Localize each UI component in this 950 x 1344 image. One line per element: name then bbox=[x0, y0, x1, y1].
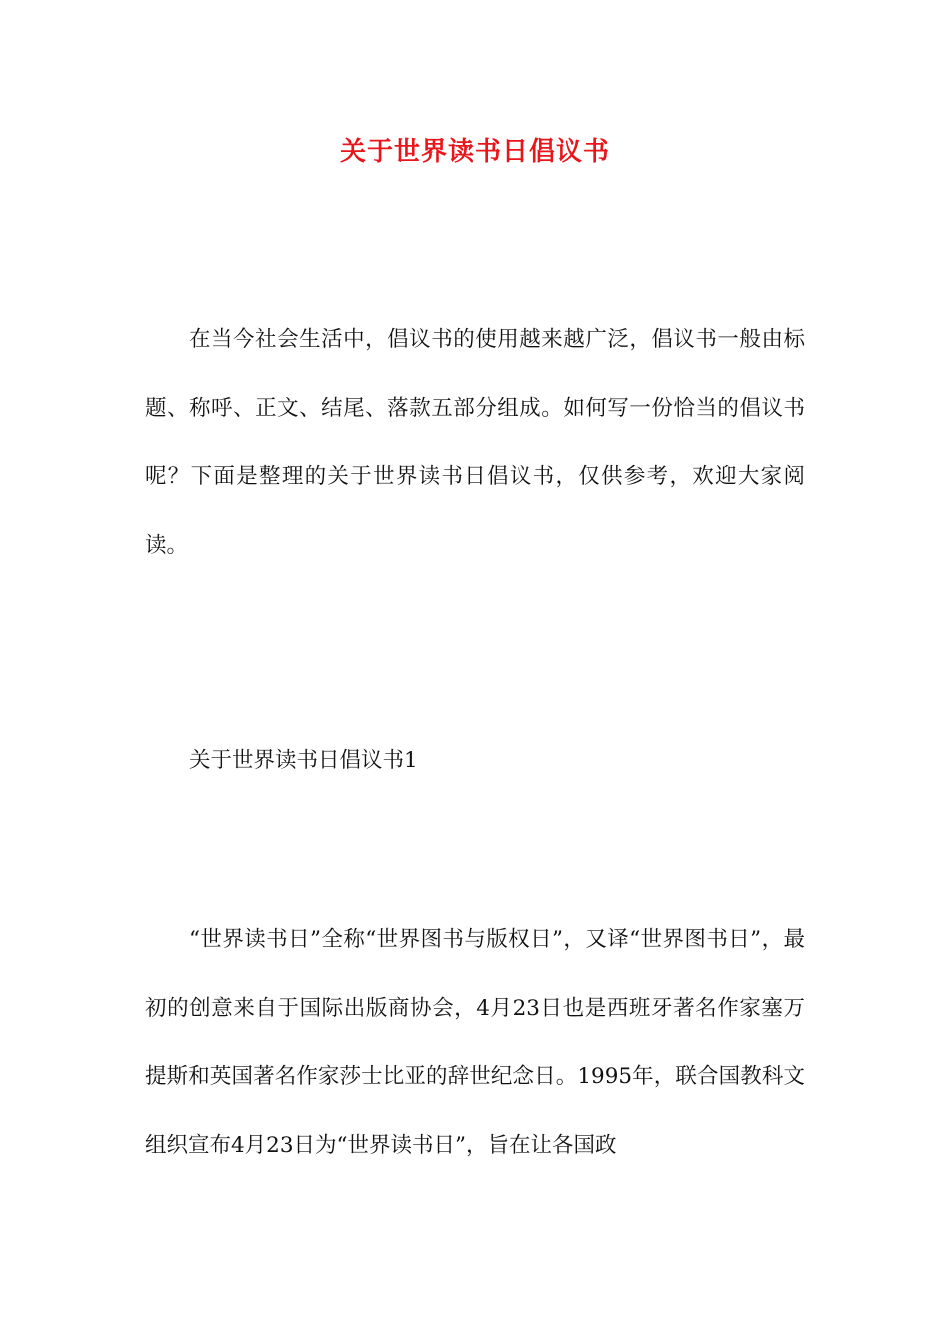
section-heading: 关于世界读书日倡议书1 bbox=[189, 748, 418, 773]
intro-paragraph: 在当今社会生活中，倡议书的使用越来越广泛，倡议书一般由标题、称呼、正文、结尾、落款五部分组成。如何写一份恰当的倡议书呢？下面是整理的关于世界读书日倡议书，仅供参考，欢迎大家阅读。 bbox=[145, 327, 805, 558]
body-paragraph: “世界读书日”全称“世界图书与版权日”，又译“世界图书日”，最初的创意来自于国际出版商协会，4月23日也是西班牙著名作家塞万提斯和英国著名作家莎士比亚的辞世纪念日。1995年，联合国教科文组织宣布4月23日为“世界读书日”，旨在让各国政 bbox=[145, 927, 805, 1158]
document-title: 关于世界读书日倡议书 bbox=[339, 137, 610, 167]
